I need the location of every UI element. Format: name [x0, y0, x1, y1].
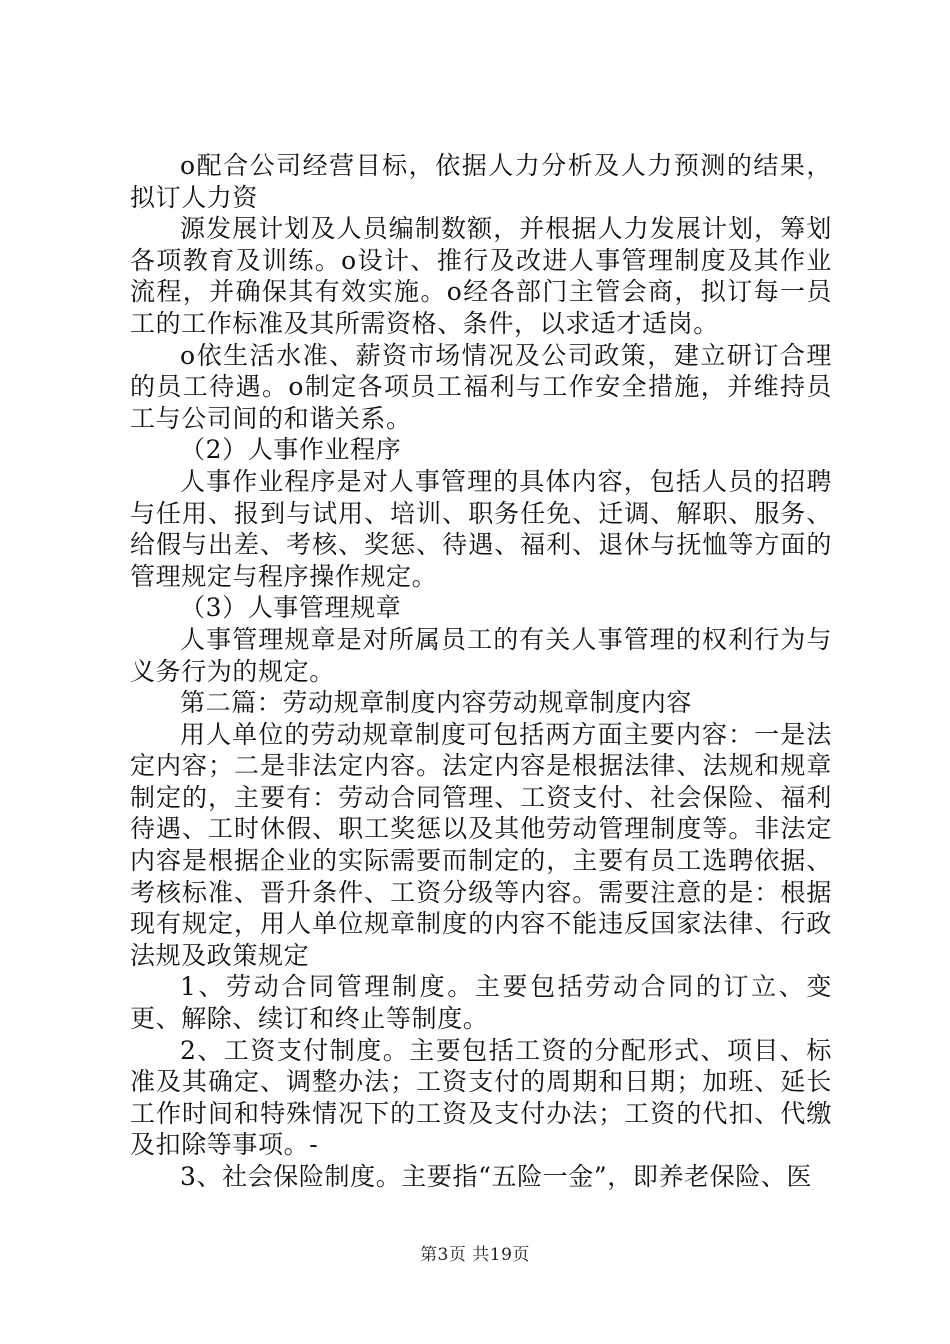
list-item-2: 2、工资支付制度。主要包括工资的分配形式、项目、标准及其确定、调整办法；工资支付的周期和日期；加班、延长工作时间和特殊情况下的工资及支付办法；工资的代扣、代缴及扣除等事项。- — [130, 1035, 832, 1160]
page-number-footer: 第3页 共19页 — [420, 1245, 530, 1265]
document-body — [130, 150, 832, 1193]
paragraph-5: 人事管理规章是对所属员工的有关人事管理的权利行为与义务行为的规定。 — [130, 624, 832, 686]
paragraph-3: o依生活水准、薪资市场情况及公司政策，建立研订合理的员工待遇。o制定各项员工福利与工作安全措施，并维持员工与公司间的和谐关系。 — [130, 340, 832, 433]
paragraph-1: o配合公司经营目标，依据人力分析及人力预测的结果，拟订人力资 — [130, 151, 832, 212]
paragraph-2: 源发展计划及人员编制数额，并根据人力发展计划，筹划各项教育及训练。o设计、推行及改进人事管理制度及其作业流程，并确保其有效实施。o经各部门主管会商，拟订每一员工的工作标准及其所需资格、条件，以求适才适岗。 — [130, 214, 832, 338]
section-heading-3: （3）人事管理规章 — [180, 593, 402, 623]
section-heading-2: （2）人事作业程序 — [180, 435, 402, 465]
paragraph-6: 用人单位的劳动规章制度可包括两方面主要内容：一是法定内容；二是非法定内容。法定内容是根据法律、法规和规章制定的，主要有：劳动合同管理、工资支付、社会保险、福利待遇、工时休假、职工奖惩以及其他劳动管理制度等。非法定内容是根据企业的实际需要而制定的，主要有员工选聘依据、考核标准、晋升条件、工资分级等内容。需要注意的是：根据现有规定，用人单位规章制度的内容不能违反国家法律、行政法规及政策规定 — [130, 719, 832, 970]
paragraph-4: 人事作业程序是对人事管理的具体内容，包括人员的招聘与任用、报到与试用、培训、职务任免、迁调、解职、服务、给假与出差、考核、奖惩、待遇、福利、退休与抚恤等方面的管理规定与程序操作规定。 — [130, 466, 832, 591]
chapter-title: 第二篇：劳动规章制度内容劳动规章制度内容 — [180, 688, 693, 718]
list-item-1: 1、劳动合同管理制度。主要包括劳动合同的订立、变更、解除、续订和终止等制度。 — [130, 972, 832, 1034]
list-item-3: 3、社会保险制度。主要指“五险一金”，即养老保险、医 — [180, 1162, 813, 1191]
